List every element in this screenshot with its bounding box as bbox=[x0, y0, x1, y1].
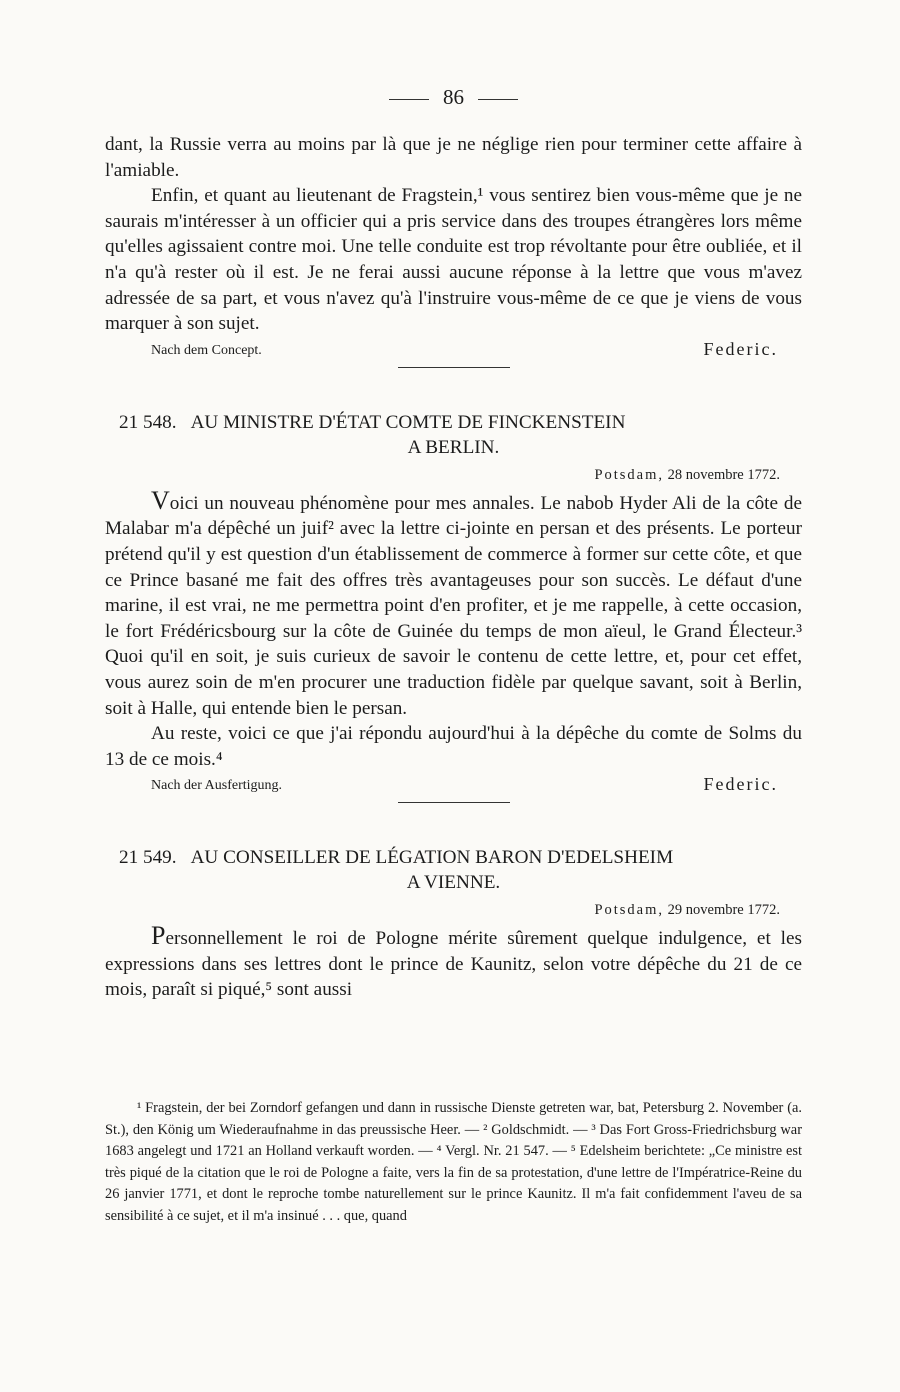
page-body bbox=[105, 80, 802, 1003]
closing-row bbox=[105, 339, 802, 363]
heading-line-1 bbox=[105, 410, 802, 435]
heading-recipient: AU MINISTRE D'ÉTAT COMTE DE FINCKENSTEIN bbox=[190, 411, 626, 433]
paragraph bbox=[105, 923, 802, 1003]
footnote-text: ¹ Fragstein, der bei Zorndorf gefangen und dann in russische Dienste getreten war, bat, Petersburg 2. November (a. St.), den König um Wiederaufnahme in das preussische Heer. — ² Goldschmidt. — ³ Das Fort Gross-Friedrichsburg war 1683 angelegt und 1721 an Holland verkauft worden. — ⁴ Vergl. Nr. 21 547. — ⁵ Edelsheim berichtete: „Ce ministre est très piqué de la citation que le roi de Pologne a faite, vers la fin de sa protestation, d'une lettre de l'Impératrice-Reine du 26 janvier 1771, et dont le reproche tombe naturellement sur le prince Kaunitz. Il m'a fait confidemment l'aveu de sa sensibilité à ce sujet, et il m'a insinué . . . que, quand bbox=[105, 1100, 802, 1224]
dateline-place: Potsdam, bbox=[594, 902, 665, 919]
heading-line-1 bbox=[105, 845, 802, 870]
letter-21548 bbox=[105, 410, 802, 804]
letter-continuation bbox=[105, 132, 802, 368]
dateline-date: 29 novembre 1772. bbox=[667, 902, 780, 919]
paragraph bbox=[105, 485, 802, 721]
letter-number: 21 548. bbox=[119, 411, 177, 433]
paragraph: dant, la Russie verra au moins par là que je ne néglige rien pour terminer cette affaire à l'amiable. bbox=[105, 134, 802, 181]
letter-heading bbox=[105, 410, 802, 460]
signature: Federic. bbox=[703, 774, 778, 795]
heading-line-2: A BERLIN. bbox=[407, 436, 500, 458]
letter-21549 bbox=[105, 845, 802, 1003]
page-number-dash-right bbox=[478, 99, 518, 100]
dateline bbox=[105, 902, 780, 919]
page-number-row bbox=[105, 80, 802, 114]
heading-recipient: AU CONSEILLER DE LÉGATION BARON D'EDELSHEIM bbox=[190, 847, 674, 869]
letter-heading bbox=[105, 845, 802, 895]
paragraph: Au reste, voici ce que j'ai répondu aujourd'hui à la dépêche du comte de Solms du 13 de ce mois.⁴ bbox=[105, 723, 802, 770]
separator-rule bbox=[398, 367, 510, 368]
signature: Federic. bbox=[703, 338, 778, 359]
dateline-date: 28 novembre 1772. bbox=[667, 466, 780, 483]
heading-line-2: A VIENNE. bbox=[406, 872, 501, 894]
source-note: Nach der Ausfertigung. bbox=[151, 778, 283, 794]
dateline bbox=[105, 467, 780, 484]
source-note: Nach dem Concept. bbox=[151, 342, 262, 358]
page-number-dash-left bbox=[389, 99, 429, 100]
paragraph: Enfin, et quant au lieutenant de Fragstein,¹ vous sentirez bien vous-même que je ne saurais m'intéresser à un officier qui a pris service dans des troupes étrangères lors même qu'elles agissaient contre moi. Une telle conduite est trop révoltante pour être oubliée, et il n'a qu'à rester où il est. Je ne ferai aussi aucune réponse à la lettre que vous m'avez adressée de sa part, et vous n'avez qu'à l'instruire vous-même de ce que je viens de vous marquer à son sujet. bbox=[105, 185, 802, 335]
paragraph-text: ersonnellement le roi de Pologne mérite sûrement quelque indulgence, et les expressions dans ses lettres dont le prince de Kaunitz, selon votre dépêche du 21 de ce mois, paraît si piqué,⁵ sont aussi bbox=[105, 928, 802, 1001]
paragraph-text: oici un nouveau phénomène pour mes annales. Le nabob Hyder Ali de la côte de Malabar m'a dépêché un juif² avec la lettre ci-jointe en persan et des présents. Le porteur prétend qu'il y est question d'un établissement de commerce à former sur cette côte, et que ce Prince basané me fait des offres très avantageuses pour son succès. Le défaut d'une marine, il est vrai, ne me permettra point d'en profiter, et je me rappelle, à cette occasion, le fort Frédéricsbourg sur la côte de Guinée du temps de mon aïeul, le Grand Électeur.³ Quoi qu'il en soit, je suis curieux de savoir le contenu de cette lettre, et, pour cet effet, vous aurez soin de m'en procurer une traduction fidèle par quelque savant, soit à Berlin, soit à Halle, qui entende bien le persan. bbox=[105, 492, 802, 719]
letter-number: 21 549. bbox=[119, 847, 177, 869]
initial-letter: P bbox=[151, 921, 166, 951]
initial-letter: V bbox=[151, 485, 170, 515]
footnotes bbox=[105, 1098, 802, 1227]
closing-row bbox=[105, 774, 802, 798]
page-number: 86 bbox=[443, 85, 464, 109]
dateline-place: Potsdam, bbox=[594, 466, 665, 483]
separator-rule bbox=[398, 802, 510, 803]
